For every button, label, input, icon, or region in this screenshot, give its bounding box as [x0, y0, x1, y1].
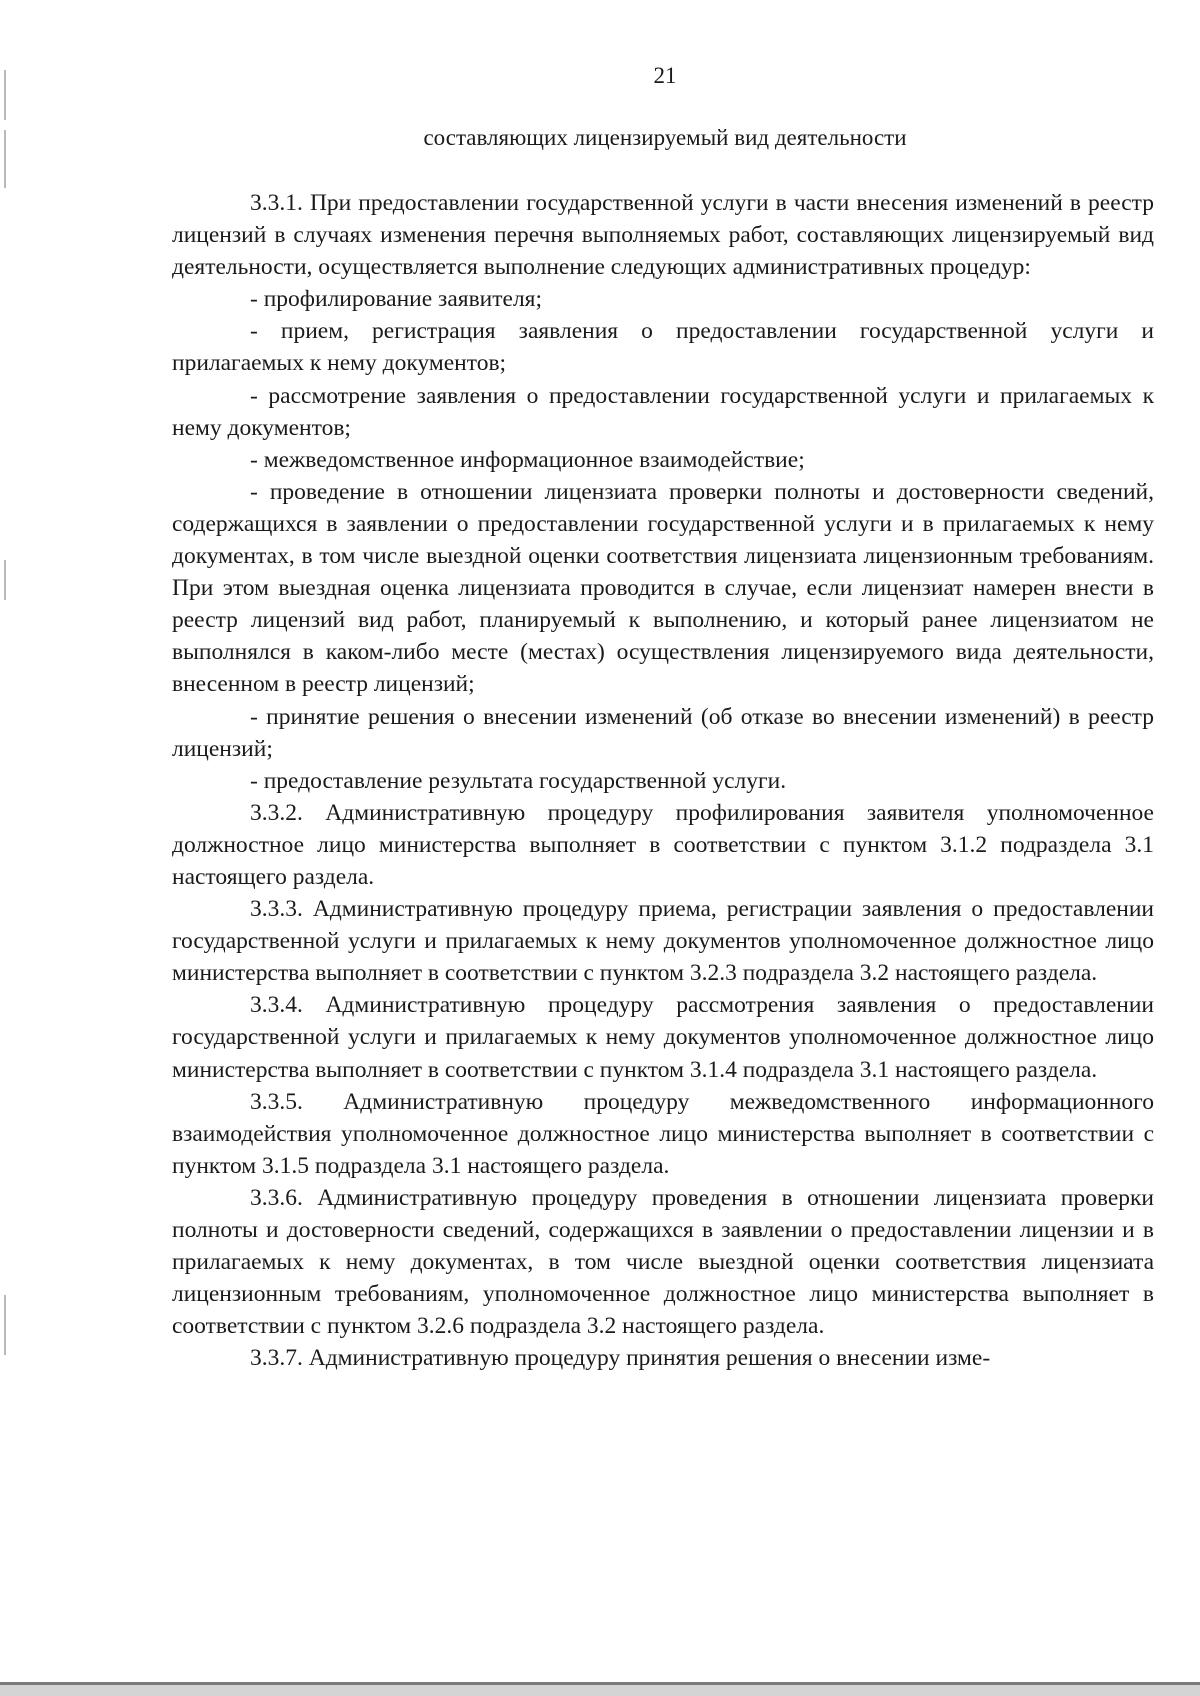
- document-body: [172, 187, 1154, 1374]
- paragraph-3-3-4: 3.3.4. Административную процедуру рассмотрения заявления о предоставлении государственной услуги и прилагаемых к нему документов уполномоченное должностное лицо министерства выполняет в соответствии с пунктом 3.1.4 подраздела 3.1 настоящего раздела.: [172, 992, 1154, 1083]
- paragraph-3-3-3: 3.3.3. Административную процедуру приема, регистрации заявления о предоставлении государственной услуги и прилагаемых к нему документов уполномоченное должностное лицо министерства выполняет в соответствии с пунктом 3.2.3 подраздела 3.2 настоящего раздела.: [172, 896, 1154, 987]
- list-item-review: - рассмотрение заявления о предоставлении государственной услуги и прилагаемых к нему документов;: [172, 382, 1154, 441]
- list-item-profiling: - профилирование заявителя;: [250, 286, 543, 313]
- list-item-reception: - прием, регистрация заявления о предоставлении государственной услуги и прилагаемых к нему документов;: [172, 318, 1154, 377]
- section-heading-continuation: составляющих лицензируемый вид деятельности: [423, 125, 907, 150]
- paragraph-3-3-1: 3.3.1. При предоставлении государственной услуги в части внесения изменений в реестр лицензий в случаях изменения перечня выполняемых работ, составляющих лицензируемый вид деятельности, осуществляется выполнение следующих административных процедур:: [172, 190, 1154, 281]
- paragraph-3-3-5: 3.3.5. Административную процедуру межведомственного информационного взаимодействия уполномоченное должностное лицо министерства выполняет в соответствии с пунктом 3.1.5 подраздела 3.1 настоящего раздела.: [172, 1088, 1154, 1179]
- paragraph-3-3-7: 3.3.7. Административную процедуру принятия решения о внесении изме-: [250, 1345, 991, 1372]
- scan-margin-mark: [4, 560, 6, 600]
- list-item-result: - предоставление результата государственной услуги.: [250, 767, 787, 794]
- page-number: 21: [653, 63, 677, 88]
- paragraph-3-3-6: 3.3.6. Административную процедуру проведения в отношении лицензиата проверки полноты и достоверности сведений, содержащихся в заявлении о предоставлении лицензии и в прилагаемых к нему документах, в том числе выездной оценки соответствия лицензиата лицензионным требованиям, уполномоченное должностное лицо министерства выполняет в соответствии с пунктом 3.2.6 подраздела 3.2 настоящего раздела.: [172, 1184, 1154, 1340]
- list-item-interagency: - межведомственное информационное взаимодействие;: [250, 446, 805, 473]
- list-item-verification: - проведение в отношении лицензиата проверки полноты и достоверности сведений, содержащихся в заявлении о предоставлении государственной услуги и в прилагаемых к нему документах, в том числе выездной оценки соответствия лицензиата лицензионным требованиям. При этом выездная оценка лицензиата проводится в случае, если лицензиат намерен внести в реестр лицензий вид работ, планируемый к выполнению, и который ранее лицензиатом не выполнялся в каком-либо месте (местах) осуществления лицензируемого вида деятельности, внесенном в реестр лицензий;: [172, 478, 1154, 698]
- scan-margin-mark: [4, 1295, 6, 1355]
- scan-bottom-shadow: [0, 1685, 1200, 1696]
- paragraph-3-3-2: 3.3.2. Административную процедуру профилирования заявителя уполномоченное должностное лицо министерства выполняет в соответствии с пунктом 3.1.2 подраздела 3.1 настоящего раздела.: [172, 799, 1154, 890]
- list-item-decision: - принятие решения о внесении изменений (об отказе во внесении изменений) в реестр лицензий;: [172, 703, 1154, 762]
